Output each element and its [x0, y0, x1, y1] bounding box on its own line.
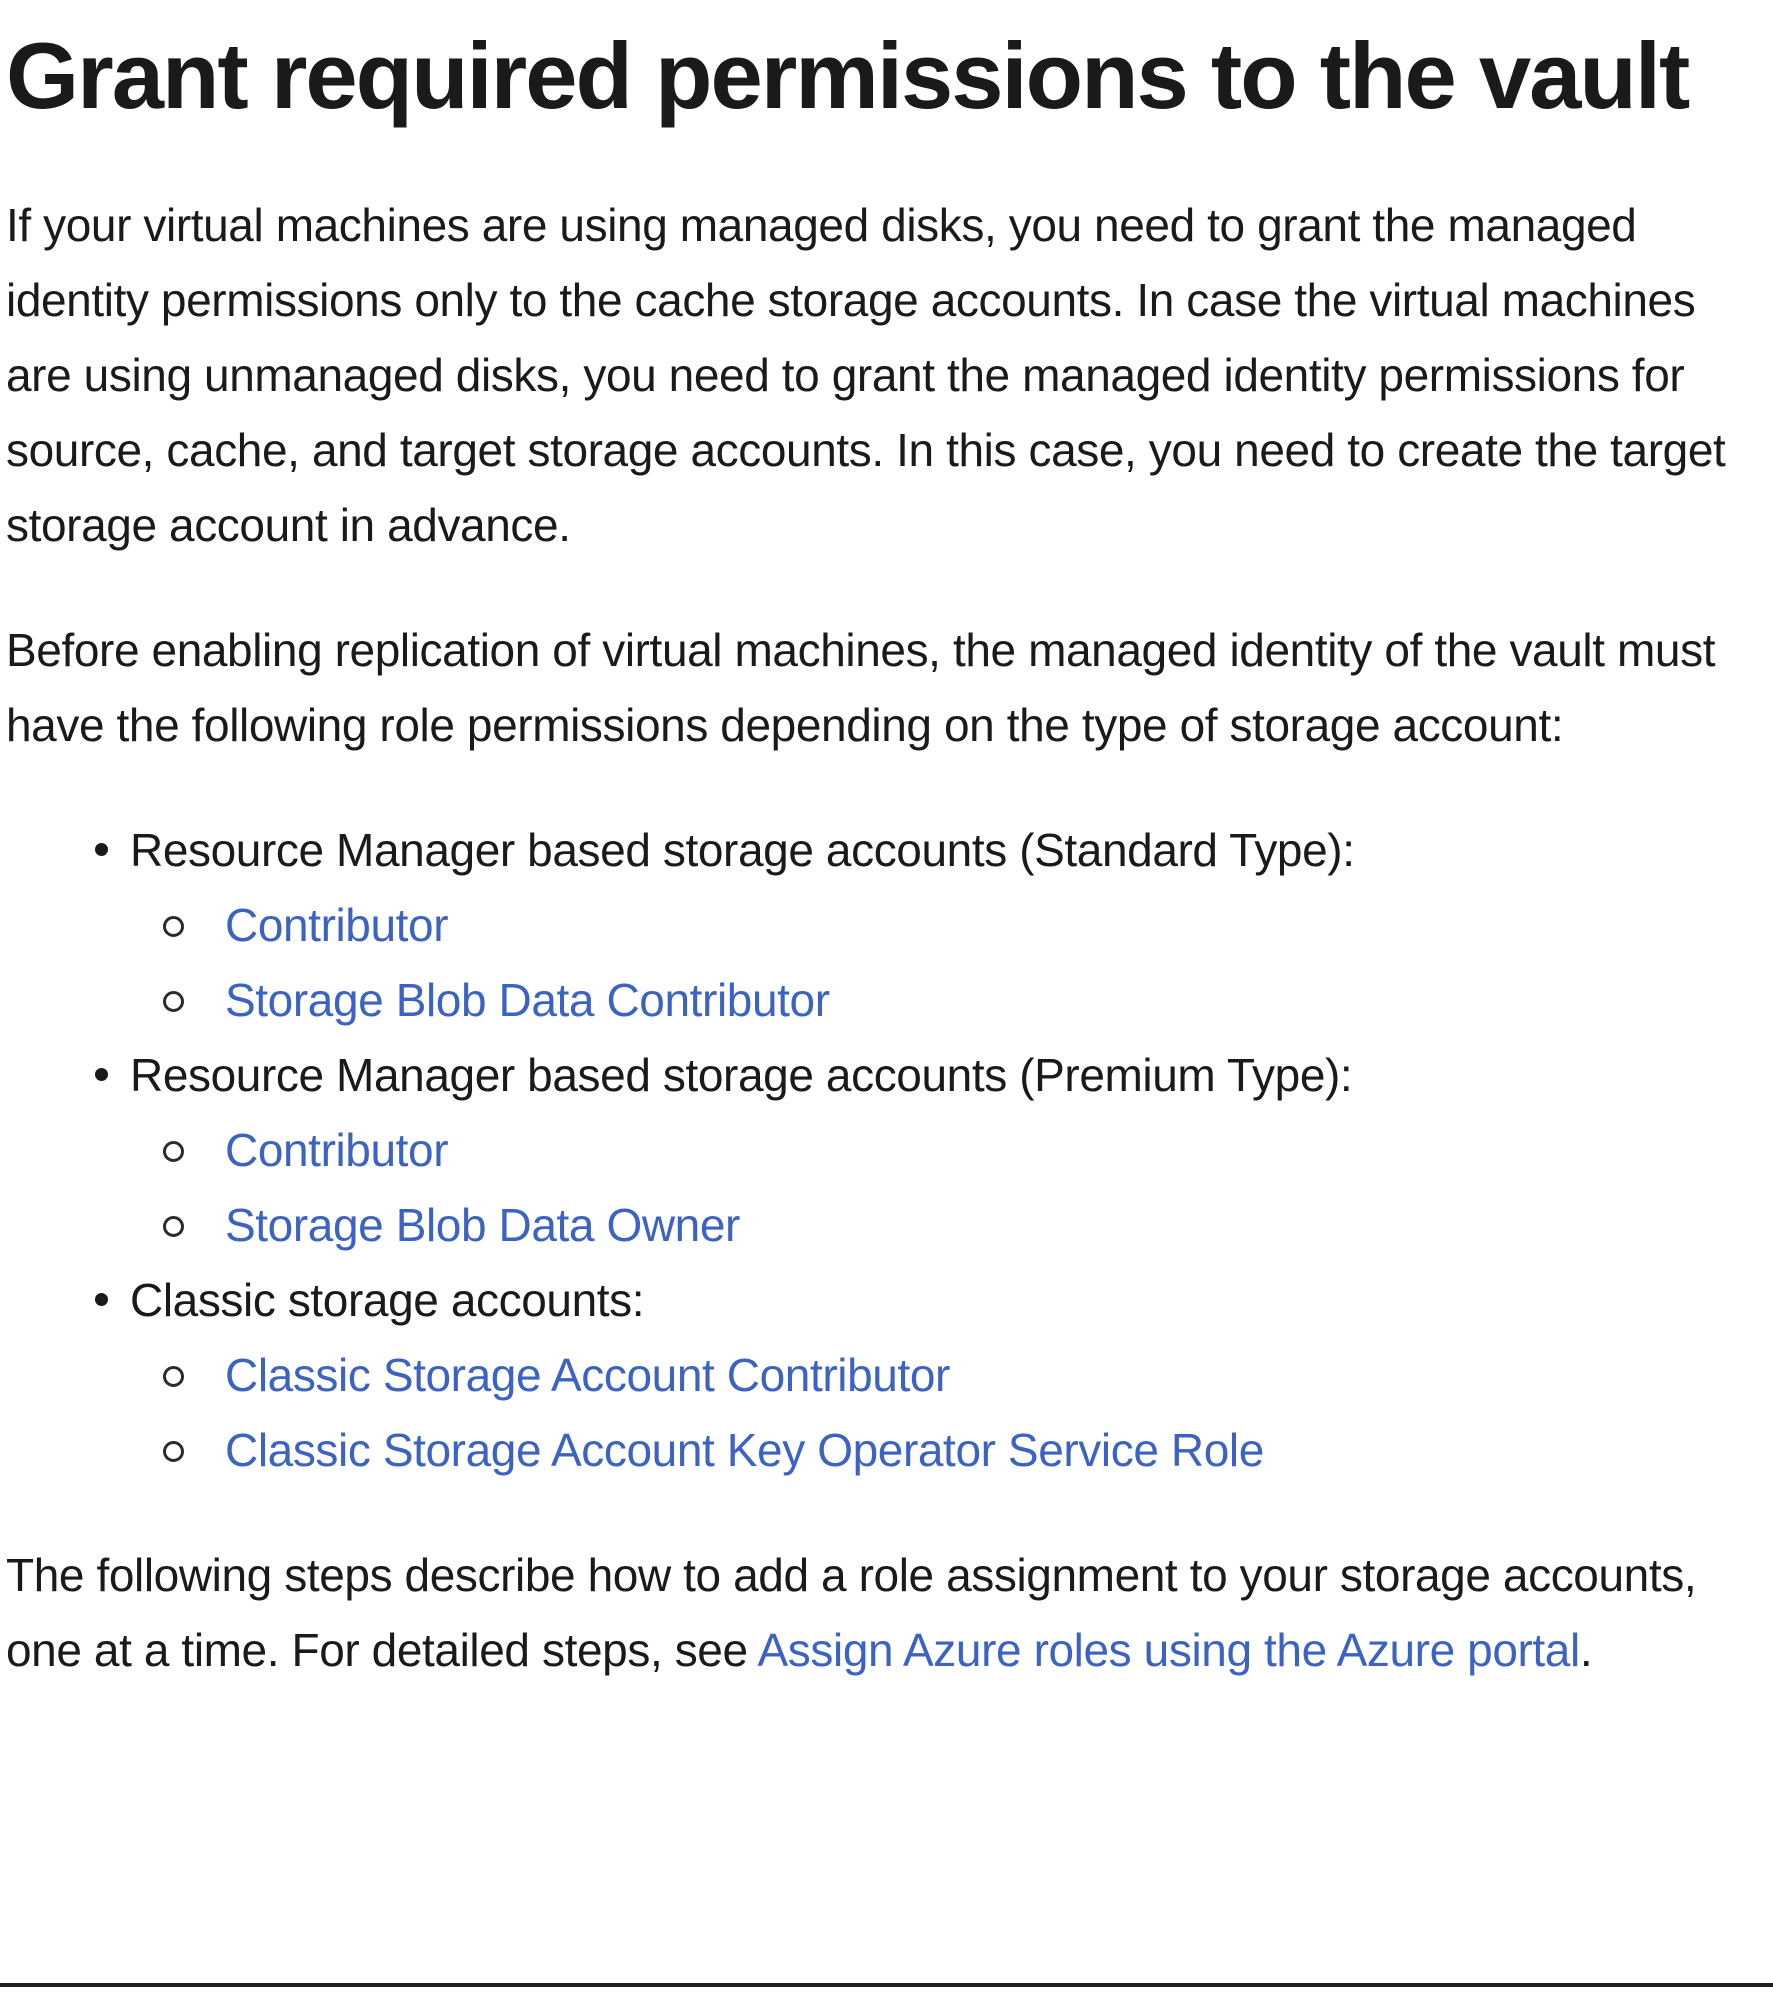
- next-steps-paragraph: [6, 1538, 1759, 1688]
- list-item: [225, 1338, 1759, 1413]
- list-item-label: Resource Manager based storage accounts (Premium Type):: [130, 1049, 1353, 1102]
- list-item-label: Classic storage accounts:: [130, 1274, 645, 1327]
- intro-paragraph: If your virtual machines are using managed disks, you need to grant the managed identity permissions only to the cache storage accounts. In case the virtual machines are using unmanaged disks, you need to grant the managed identity permissions for source, cache, and target storage accounts. In this case, you need to create the target storage account in advance.: [6, 199, 1726, 552]
- classic-storage-account-key-operator-role-link[interactable]: Classic Storage Account Key Operator Service Role: [225, 1424, 1264, 1477]
- list-item: [225, 1188, 1759, 1263]
- section-divider: [0, 1983, 1773, 1987]
- sentence-period: .: [1579, 1624, 1593, 1677]
- premium-type-roles-sublist: [130, 1113, 1759, 1263]
- next-steps-text: The following steps describe how to add a role assignment to your storage accounts, one at a time. For detailed steps, see: [6, 1549, 1697, 1677]
- storage-blob-data-contributor-role-link[interactable]: Storage Blob Data Contributor: [225, 974, 830, 1027]
- list-item-label: Resource Manager based storage accounts (Standard Type):: [130, 824, 1355, 877]
- contributor-role-link[interactable]: Contributor: [225, 899, 449, 952]
- contributor-role-link[interactable]: Contributor: [225, 1124, 449, 1177]
- standard-type-roles-sublist: [130, 888, 1759, 1038]
- list-item: [225, 1413, 1759, 1488]
- classic-storage-account-contributor-role-link[interactable]: Classic Storage Account Contributor: [225, 1349, 950, 1402]
- page-title: Grant required permissions to the vault: [6, 23, 1689, 128]
- list-item-premium-type: [130, 1038, 1759, 1263]
- list-item-classic-storage: [130, 1263, 1759, 1488]
- list-item: [225, 888, 1759, 963]
- storage-account-roles-list: [6, 813, 1759, 1488]
- prerequisites-paragraph: Before enabling replication of virtual machines, the managed identity of the vault must have the following role permissions depending on the type of storage account:: [6, 624, 1716, 752]
- storage-blob-data-owner-role-link[interactable]: Storage Blob Data Owner: [225, 1199, 740, 1252]
- list-item-standard-type: [130, 813, 1759, 1038]
- list-item: [225, 963, 1759, 1038]
- classic-storage-roles-sublist: [130, 1338, 1759, 1488]
- assign-azure-roles-link[interactable]: Assign Azure roles using the Azure portal: [757, 1624, 1580, 1677]
- list-item: [225, 1113, 1759, 1188]
